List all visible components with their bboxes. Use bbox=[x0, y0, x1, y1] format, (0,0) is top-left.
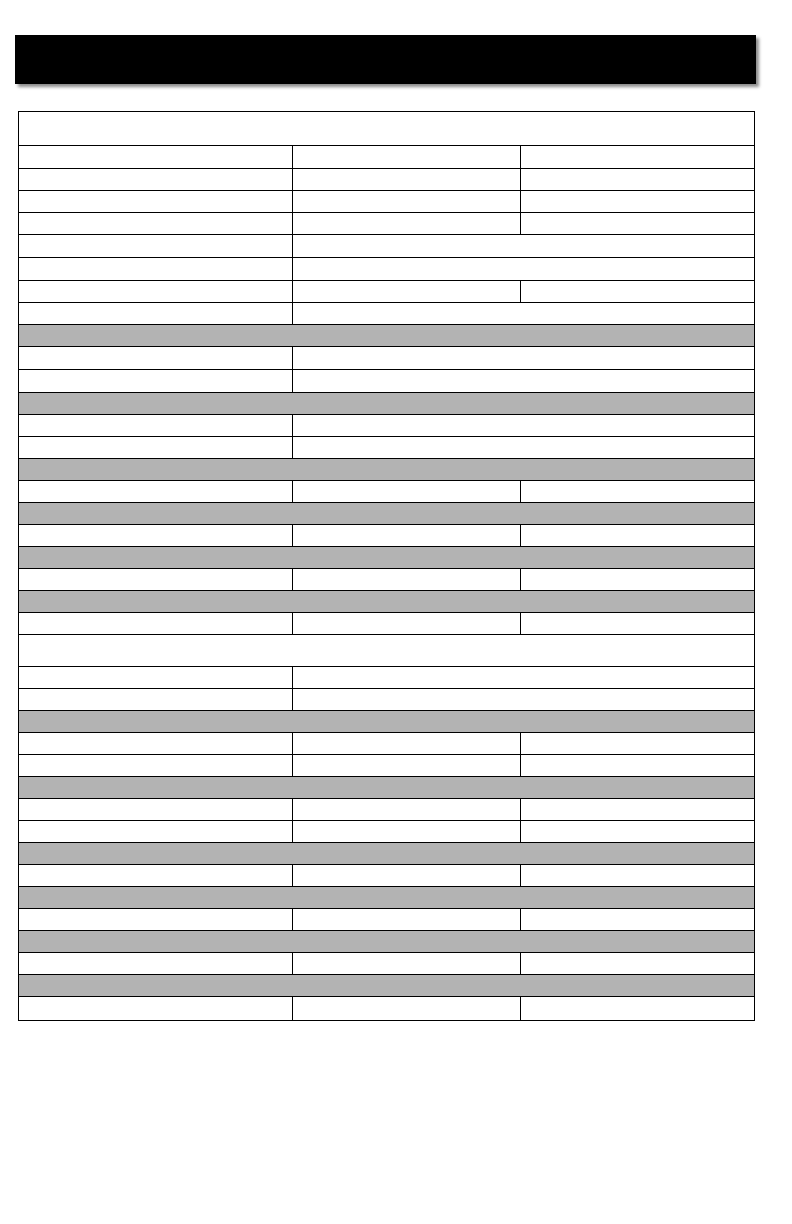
field-label bbox=[19, 613, 292, 634]
header-bar bbox=[15, 35, 756, 84]
field-value[interactable] bbox=[520, 191, 754, 212]
field-value[interactable] bbox=[520, 821, 754, 842]
field-value[interactable] bbox=[292, 281, 520, 302]
table-row bbox=[19, 168, 754, 190]
field-value[interactable] bbox=[292, 481, 520, 502]
table-row bbox=[19, 234, 754, 257]
table-row bbox=[19, 480, 754, 502]
table-row bbox=[19, 414, 754, 436]
section-header bbox=[19, 458, 754, 480]
field-value[interactable] bbox=[520, 525, 754, 546]
table-row bbox=[19, 996, 754, 1020]
table-row bbox=[19, 346, 754, 369]
field-label bbox=[19, 258, 292, 280]
section-label bbox=[19, 931, 754, 952]
table-row bbox=[19, 280, 754, 302]
table-row bbox=[19, 568, 754, 590]
section-label bbox=[19, 843, 754, 864]
field-label bbox=[19, 755, 292, 776]
field-label bbox=[19, 347, 292, 369]
table-row bbox=[19, 369, 754, 392]
section-header bbox=[19, 502, 754, 524]
section-header bbox=[19, 974, 754, 996]
field-label bbox=[19, 370, 292, 392]
field-value[interactable] bbox=[292, 569, 520, 590]
field-value[interactable] bbox=[292, 258, 754, 280]
table-row bbox=[19, 908, 754, 930]
section-label bbox=[19, 711, 754, 732]
field-value[interactable] bbox=[520, 865, 754, 886]
field-value[interactable] bbox=[292, 953, 520, 974]
table-row bbox=[19, 952, 754, 974]
section-label bbox=[19, 887, 754, 908]
field-label bbox=[19, 689, 292, 710]
section-label bbox=[19, 393, 754, 414]
field-value[interactable] bbox=[292, 997, 520, 1020]
section-label bbox=[19, 459, 754, 480]
table-row bbox=[19, 190, 754, 212]
table-row bbox=[19, 754, 754, 776]
field-label bbox=[19, 303, 292, 324]
field-value[interactable] bbox=[292, 865, 520, 886]
field-label bbox=[19, 437, 292, 458]
field-value[interactable] bbox=[292, 799, 520, 820]
field-value[interactable] bbox=[292, 415, 754, 436]
section-label bbox=[19, 591, 754, 612]
field-value[interactable] bbox=[292, 733, 520, 754]
field-value[interactable] bbox=[520, 613, 754, 634]
field-label bbox=[19, 525, 292, 546]
section-header bbox=[19, 392, 754, 414]
section-header bbox=[19, 324, 754, 346]
table-row bbox=[19, 864, 754, 886]
table-row bbox=[19, 820, 754, 842]
field-label bbox=[19, 821, 292, 842]
field-value[interactable] bbox=[292, 525, 520, 546]
field-label bbox=[19, 146, 292, 168]
table-row bbox=[19, 257, 754, 280]
field-label bbox=[19, 667, 292, 688]
section-header bbox=[19, 842, 754, 864]
field-value[interactable] bbox=[292, 755, 520, 776]
field-label bbox=[19, 799, 292, 820]
section-header bbox=[19, 776, 754, 798]
section-header bbox=[19, 546, 754, 568]
field-value[interactable] bbox=[292, 235, 754, 257]
section-label bbox=[19, 777, 754, 798]
field-value[interactable] bbox=[292, 613, 520, 634]
form-title-row bbox=[19, 112, 754, 145]
field-label bbox=[19, 235, 292, 257]
field-value[interactable] bbox=[292, 821, 520, 842]
table-row bbox=[19, 732, 754, 754]
field-value[interactable] bbox=[292, 303, 754, 324]
table-row bbox=[19, 145, 754, 168]
field-value[interactable] bbox=[520, 281, 754, 302]
field-label bbox=[19, 953, 292, 974]
field-value[interactable] bbox=[520, 569, 754, 590]
field-value[interactable] bbox=[292, 146, 520, 168]
table-row bbox=[19, 212, 754, 234]
field-value[interactable] bbox=[292, 347, 754, 369]
field-label bbox=[19, 169, 292, 190]
field-value[interactable] bbox=[520, 481, 754, 502]
field-value[interactable] bbox=[292, 909, 520, 930]
field-value[interactable] bbox=[292, 169, 520, 190]
section-header bbox=[19, 590, 754, 612]
field-value[interactable] bbox=[520, 997, 754, 1020]
field-value[interactable] bbox=[292, 191, 520, 212]
field-label bbox=[19, 909, 292, 930]
field-value[interactable] bbox=[520, 953, 754, 974]
table-row bbox=[19, 688, 754, 710]
field-value[interactable] bbox=[520, 799, 754, 820]
field-label bbox=[19, 997, 292, 1020]
field-label bbox=[19, 281, 292, 302]
section-header bbox=[19, 886, 754, 908]
section-header bbox=[19, 930, 754, 952]
section-label bbox=[19, 325, 754, 346]
section-label bbox=[19, 635, 754, 666]
table-row bbox=[19, 524, 754, 546]
table-row bbox=[19, 612, 754, 634]
field-value[interactable] bbox=[292, 370, 754, 392]
field-label bbox=[19, 481, 292, 502]
section-label bbox=[19, 975, 754, 996]
section-header bbox=[19, 710, 754, 732]
field-label bbox=[19, 213, 292, 234]
section-label bbox=[19, 547, 754, 568]
field-value[interactable] bbox=[520, 169, 754, 190]
field-label bbox=[19, 733, 292, 754]
form-table bbox=[18, 111, 755, 1021]
table-row bbox=[19, 666, 754, 688]
field-label bbox=[19, 865, 292, 886]
form-title-cell bbox=[19, 112, 754, 145]
field-value[interactable] bbox=[520, 213, 754, 234]
field-value[interactable] bbox=[292, 667, 754, 688]
field-value[interactable] bbox=[520, 909, 754, 930]
field-label bbox=[19, 569, 292, 590]
field-value[interactable] bbox=[520, 146, 754, 168]
section-label bbox=[19, 503, 754, 524]
table-row bbox=[19, 436, 754, 458]
table-row bbox=[19, 302, 754, 324]
table-row bbox=[19, 798, 754, 820]
section-title-row bbox=[19, 634, 754, 666]
field-value[interactable] bbox=[292, 689, 754, 710]
field-label bbox=[19, 415, 292, 436]
field-label bbox=[19, 191, 292, 212]
field-value[interactable] bbox=[520, 733, 754, 754]
field-value[interactable] bbox=[292, 437, 754, 458]
field-value[interactable] bbox=[520, 755, 754, 776]
field-value[interactable] bbox=[292, 213, 520, 234]
